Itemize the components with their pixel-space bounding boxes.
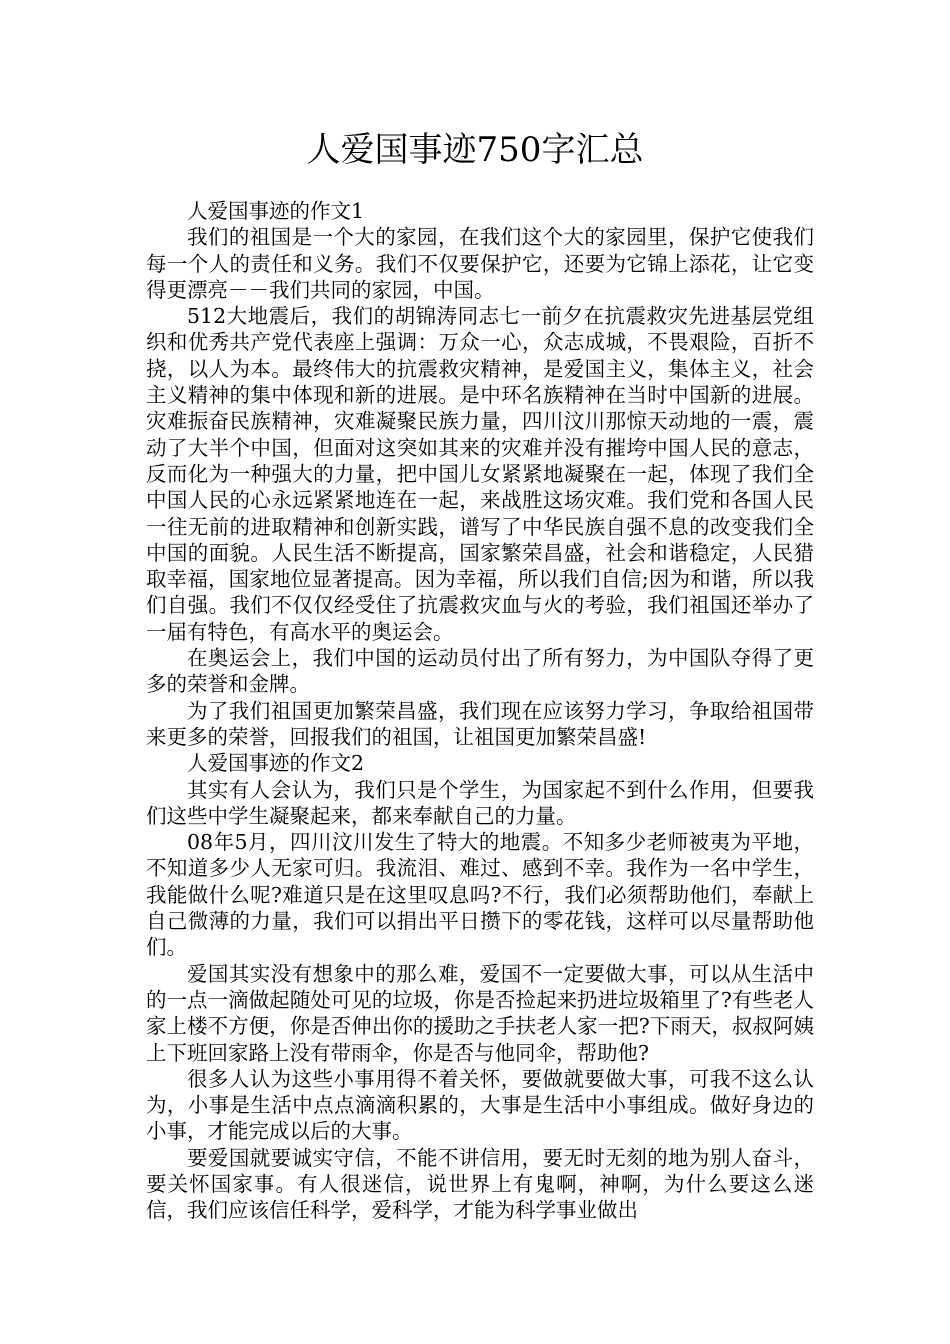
paragraph: 要爱国就要诚实守信，不能不讲信用，要无时无刻的地为别人奋斗，要关怀国家事。有人很迷信，说世界上有鬼啊，神啊，为什么要这么迷信，我们应该信任科学，爱科学，才能为科学事业做出 (146, 1145, 814, 1223)
paragraph: 08年5月，四川汶川发生了特大的地震。不知多少老师被夷为平地，不知道多少人无家可归。我流泪、难过、感到不幸。我作为一名中学生，我能做什么呢?难道只是在这里叹息吗?不行，我们必须帮助他们，奉献上自己微薄的力量，我们可以捐出平日攒下的零花钱，这样可以尽量帮助他们。 (146, 830, 814, 960)
paragraph: 很多人认为这些小事用得不着关怀，要做就要做大事，可我不这么认为，小事是生活中点点滴滴积累的，大事是生活中小事组成。做好身边的小事，才能完成以后的大事。 (146, 1066, 814, 1144)
document-body (146, 198, 814, 1224)
essay-heading-1: 人爱国事迹的作文1 (187, 199, 365, 223)
paragraph: 为了我们祖国更加繁荣昌盛，我们现在应该努力学习，争取给祖国带来更多的荣誉，回报我们的祖国，让祖国更加繁荣昌盛! (146, 698, 814, 749)
essay-heading-2: 人爱国事迹的作文2 (187, 751, 365, 776)
paragraph: 512大地震后，我们的胡锦涛同志七一前夕在抗震救灾先进基层党组织和优秀共产党代表座上强调：万众一心，众志成城，不畏艰险，百折不挠，以人为本。最终伟大的抗震救灾精神，是爱国主义，集体主义，社会主义精神的集中体现和新的进展。是中环名族精神在当时中国新的进展。灾难振奋民族精神，灾难凝聚民族力量，四川汶川那惊天动地的一震，震动了大半个中国，但面对这突如其来的灾难并没有摧垮中国人民的意志，反而化为一种强大的力量，把中国儿女紧紧地凝聚在一起，体现了我们全中国人民的心永远紧紧地连在一起，来战胜这场灾难。我们党和各国人民一往无前的进取精神和创新实践，谱写了中华民族自强不息的改变我们全中国的面貌。人民生活不断提高，国家繁荣昌盛，社会和谐稳定，人民猎取幸福，国家地位显著提高。因为幸福，所以我们自信;因为和谐，所以我们自强。我们不仅仅经受住了抗震救灾血与火的考验，我们祖国还举办了一届有特色，有高水平的奥运会。 (146, 304, 814, 644)
paragraph: 我们的祖国是一个大的家园，在我们这个大的家园里，保护它使我们每一个人的责任和义务。我们不仅要保护它，还要为它锦上添花，让它变得更漂亮－－我们共同的家园，中国。 (146, 225, 814, 302)
paragraph: 在奥运会上，我们中国的运动员付出了所有努力，为中国队夺得了更多的荣誉和金牌。 (146, 646, 814, 697)
document-title: 人爱国事迹750字汇总 (306, 130, 644, 170)
paragraph: 爱国其实没有想象中的那么难，爱国不一定要做大事，可以从生活中的一点一滴做起随处可见的垃圾，你是否捡起来扔进垃圾箱里了?有些老人家上楼不方便，你是否伸出你的援助之手扶老人家一把?下雨天，叔叔阿姨上下班回家路上没有带雨伞，你是否与他同伞，帮助他? (146, 961, 814, 1065)
paragraph: 其实有人会认为，我们只是个学生，为国家起不到什么作用，但要我们这些中学生凝聚起来，都来奉献自己的力量。 (146, 777, 814, 828)
